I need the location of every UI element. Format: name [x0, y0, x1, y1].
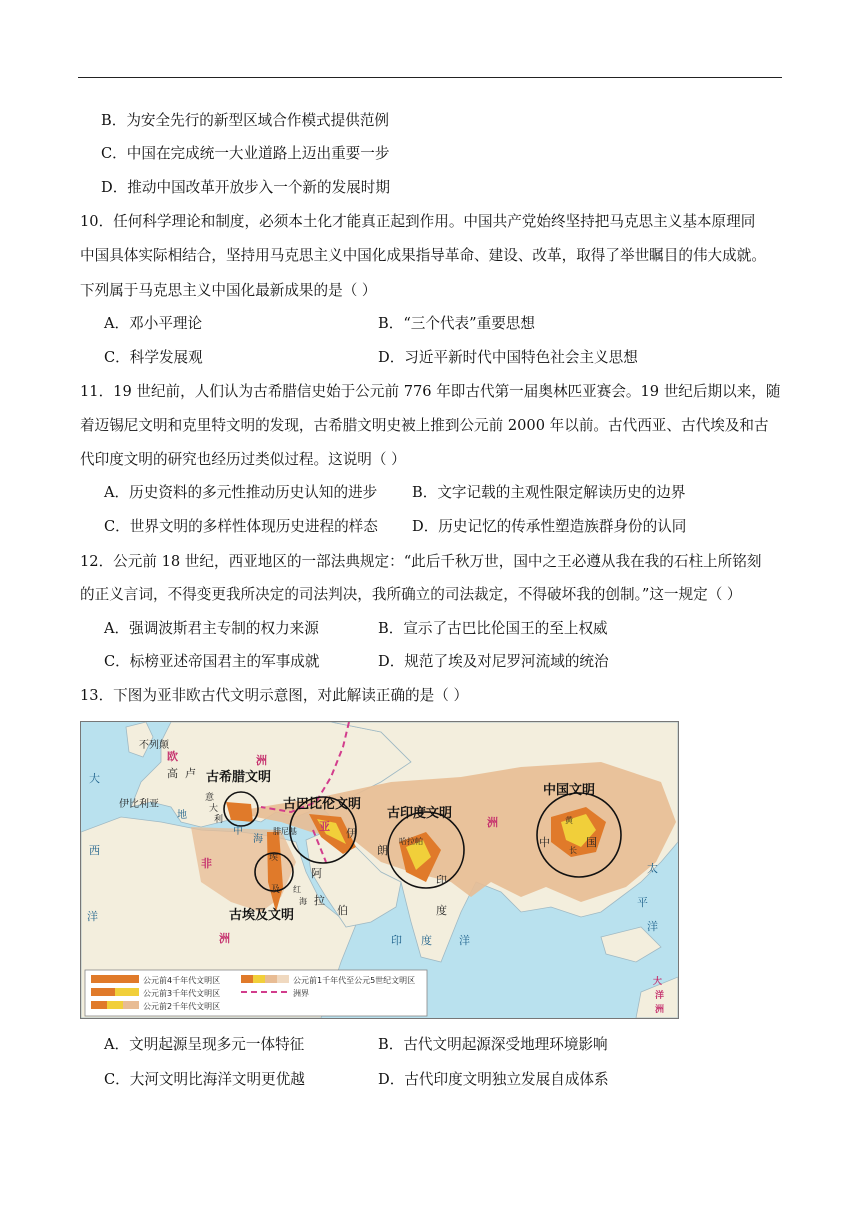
label-pacific-1: 太 — [647, 862, 658, 875]
label-oceania-2: 洋 — [655, 991, 665, 1001]
header-rule — [78, 77, 782, 78]
q11-option-c[interactable]: C．世界文明的多样性体现历史进程的样态 — [104, 518, 378, 535]
label-indian-ocean-2: 度 — [421, 934, 432, 947]
label-arabia-3: 伯 — [337, 904, 348, 917]
q11-option-a[interactable]: A．历史资料的多元性推动历史认知的进步 — [104, 484, 378, 501]
label-egypt-2: 及 — [271, 885, 281, 895]
label-arabia-2: 拉 — [314, 894, 325, 907]
label-oceania-1: 大 — [653, 977, 663, 987]
legend-item-border: 洲界 — [293, 989, 309, 998]
label-indian-ocean-1: 印 — [391, 934, 402, 947]
q10-option-a[interactable]: A．邓小平理论 — [104, 315, 203, 332]
q11-option-b[interactable]: B．文字记载的主观性限定解读历史的边界 — [412, 484, 686, 501]
label-india-2: 度 — [436, 904, 447, 917]
q11-stem-line-3: 代印度文明的研究也经历过类似过程。这说明（ ） — [80, 451, 406, 468]
label-phoenicia: 腓尼基 — [273, 827, 297, 836]
label-italy-3: 利 — [214, 815, 224, 825]
label-gaul-2: 卢 — [185, 767, 196, 780]
civ-label-babylon: 古巴比伦文明 — [283, 797, 362, 812]
label-yellow-river: 黄 — [565, 816, 573, 825]
label-med-2: 中 — [233, 826, 243, 837]
label-italy-2: 大 — [209, 804, 219, 814]
q12-option-c[interactable]: C．标榜亚述帝国君主的军事成就 — [104, 653, 320, 670]
label-red-sea-2: 海 — [299, 897, 307, 906]
label-iran-2: 朗 — [377, 844, 388, 857]
civ-label-china: 中国文明 — [543, 783, 596, 798]
q13-option-a[interactable]: A．文明起源呈现多元一体特征 — [104, 1036, 305, 1053]
label-indian-ocean-3: 洋 — [459, 934, 470, 947]
label-china-2: 国 — [586, 836, 597, 849]
q10-option-b[interactable]: B．“三个代表”重要思想 — [378, 315, 535, 332]
legend-item-1k: 公元前1千年代至公元5世纪文明区 — [293, 976, 416, 985]
q13-option-c[interactable]: C．大河文明比海洋文明更优越 — [104, 1071, 305, 1088]
label-gaul-1: 高 — [167, 767, 178, 780]
civ-label-greece: 古希腊文明 — [206, 770, 272, 785]
label-yangtze: 长 — [569, 846, 577, 855]
label-asia-2: 洲 — [487, 816, 498, 829]
label-africa-2: 洲 — [219, 932, 230, 945]
civ-label-india: 古印度文明 — [387, 806, 453, 821]
q12-stem-line-2: 的正义言词，不得变更我所决定的司法判决，我所确立的司法裁定，不得破坏我的创制。”这一规定（ ） — [80, 586, 742, 603]
label-arabia-1: 阿 — [311, 867, 322, 880]
label-ocean-west: 洋 — [87, 910, 98, 923]
q11-stem-line-1: 11．19 世纪前，人们认为古希腊信史始于公元前 776 年即古代第一届奥林匹亚赛会。19 世纪后期以来，随 — [80, 383, 781, 400]
q9-option-b[interactable]: B．为安全先行的新型区域合作模式提供范例 — [101, 112, 390, 129]
civilization-map — [80, 721, 679, 1019]
q9-option-d[interactable]: D．推动中国改革开放步入一个新的发展时期 — [101, 179, 390, 196]
label-iberia: 伊比利亚 — [119, 799, 159, 810]
civ-label-egypt: 古埃及文明 — [229, 908, 295, 923]
label-oceania-3: 洲 — [655, 1005, 665, 1015]
map-legend — [85, 970, 427, 1016]
label-med-1: 地 — [177, 810, 187, 821]
label-europe-2: 洲 — [256, 754, 267, 767]
label-med-3: 海 — [253, 834, 263, 845]
q11-stem-line-2: 着迈锡尼文明和克里特文明的发现，古希腊文明史被上推到公元前 2000 年以前。古代西亚、古代埃及和古 — [80, 417, 769, 434]
q13-option-b[interactable]: B．古代文明起源深受地理环境影响 — [378, 1036, 608, 1053]
q12-option-d[interactable]: D．规范了埃及对尼罗河流域的统治 — [378, 653, 609, 670]
q10-stem-line-2: 中国具体实际相结合，坚持用马克思主义中国化成果指导革命、建设、改革，取得了举世瞩目的伟大成就。 — [80, 247, 766, 264]
label-big: 大 — [89, 772, 100, 785]
q12-option-a[interactable]: A．强调波斯君主专制的权力来源 — [104, 620, 319, 637]
label-britain: 不列颠 — [139, 740, 169, 751]
label-china-1: 中 — [539, 836, 550, 849]
q9-option-c[interactable]: C．中国在完成统一大业道路上迈出重要一步 — [101, 145, 390, 162]
label-pacific-3: 洋 — [647, 920, 658, 933]
q10-option-c[interactable]: C．科学发展观 — [104, 349, 203, 366]
label-italy-1: 意 — [205, 793, 215, 803]
label-egypt-1: 埃 — [269, 853, 279, 863]
label-harappa: 哈拉帕 — [399, 837, 423, 846]
q12-stem-line-1: 12．公元前 18 世纪，西亚地区的一部法典规定：“此后千秋万世，国中之王必遵从我在我的石柱上所铭刻 — [80, 553, 762, 570]
q10-option-d[interactable]: D．习近平新时代中国特色社会主义思想 — [378, 349, 638, 366]
q10-stem-line-3: 下列属于马克思主义中国化最新成果的是（ ） — [80, 282, 377, 299]
q10-stem-line-1: 10．任何科学理论和制度，必须本土化才能真正起到作用。中国共产党始终坚持把马克思主义基本原理同 — [80, 213, 756, 230]
label-pacific-2: 平 — [637, 896, 648, 909]
label-asia-1: 亚 — [319, 820, 330, 833]
label-india-1: 印 — [436, 874, 447, 887]
label-europe-1: 欧 — [167, 750, 178, 763]
label-red-sea-1: 红 — [293, 885, 301, 894]
q13-option-d[interactable]: D．古代印度文明独立发展自成体系 — [378, 1071, 609, 1088]
legend-item-2k: 公元前2千年代文明区 — [143, 1002, 221, 1011]
legend-item-4k: 公元前4千年代文明区 — [143, 976, 221, 985]
q13-stem-line-1: 13．下图为亚非欧古代文明示意图，对此解读正确的是（ ） — [80, 687, 469, 704]
label-west: 西 — [89, 844, 100, 857]
legend-item-3k: 公元前3千年代文明区 — [143, 989, 221, 998]
label-iran-1: 伊 — [346, 827, 357, 840]
q12-option-b[interactable]: B．宣示了古巴比伦国王的至上权威 — [378, 620, 608, 637]
label-africa: 非 — [201, 857, 212, 870]
q11-option-d[interactable]: D．历史记忆的传承性塑造族群身份的认同 — [412, 518, 687, 535]
